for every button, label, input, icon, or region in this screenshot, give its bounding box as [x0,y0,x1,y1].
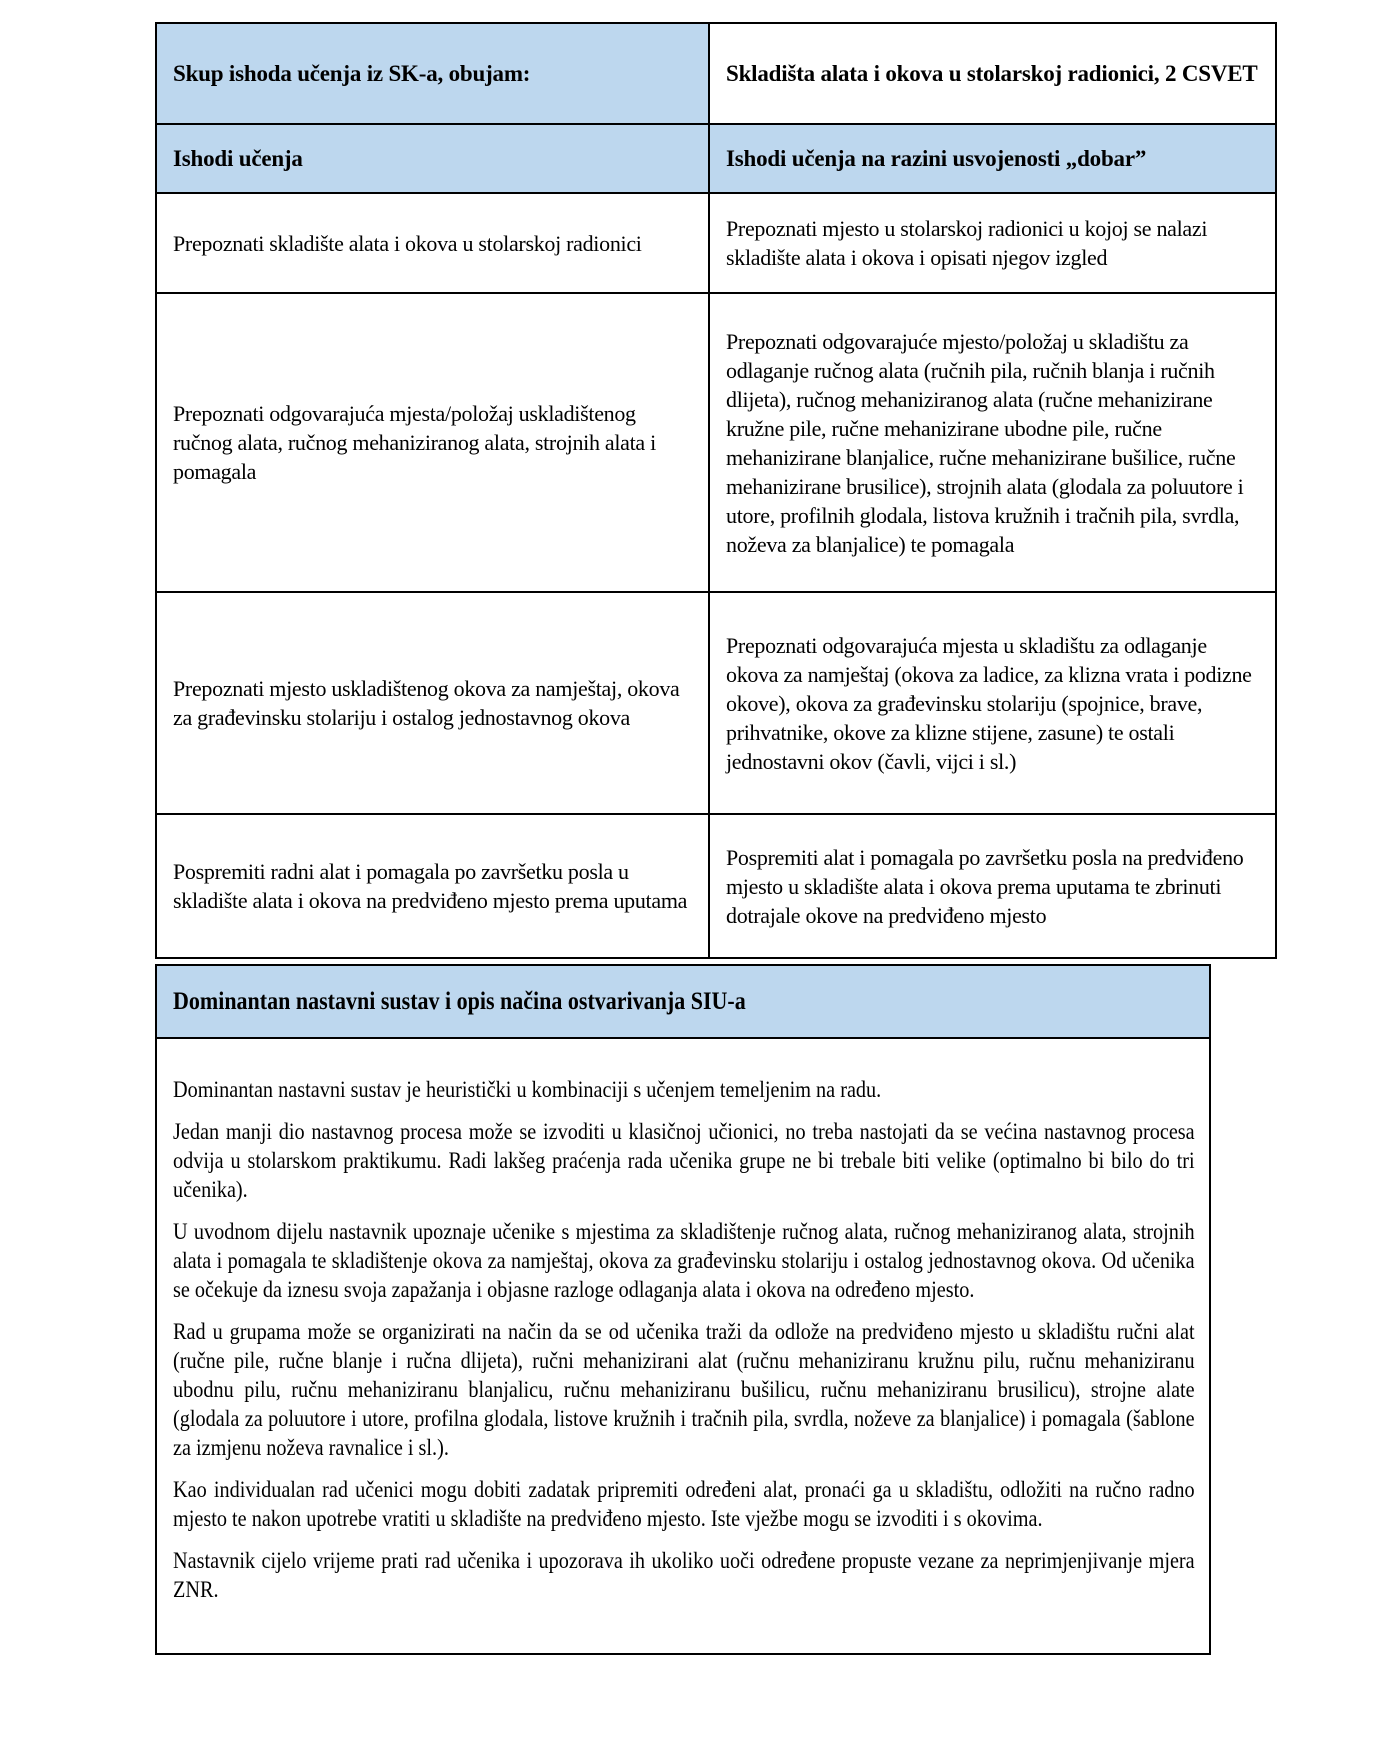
document-page [155,22,1258,1655]
outcome-cell: Prepoznati odgovarajuća mjesta/položaj uskladištenog ručnog alata, ručnog mehaniziranog alata, strojnih alata i pomagala [156,293,709,592]
method-paragraph: Kao individualan rad učenici mogu dobiti zadatak pripremiti određeni alat, pronaći ga u skladištu, odložiti na ručno radno mjesto te nakon upotrebe vratiti u skladište na predviđeno mjesto. Iste vježbe mogu se izvoditi i s okovima. [173,1477,1195,1531]
teaching-method-table [155,964,1211,1655]
table-row [156,592,1276,814]
section-body-cell [156,1038,1210,1654]
level-good-cell: Pospremiti alat i pomagala po završetku posla na predviđeno mjesto u skladište alata i okova prema uputama te zbrinuti dotrajale okove na predviđeno mjesto [709,814,1276,958]
learning-outcomes-table [155,22,1277,959]
table-row [156,193,1276,293]
column-header-row [156,124,1276,193]
method-paragraph: Jedan manji dio nastavnog procesa može se izvoditi u klasičnoj učionici, no treba nastojati da se većina nastavnog procesa odvija u stolarskom praktikumu. Radi lakšeg praćenja rada učenika grupe ne bi trebale biti velike (optimalno bi bilo do tri učenika). [173,1119,1195,1202]
method-paragraph: U uvodnom dijelu nastavnik upoznaje učenike s mjestima za skladištenje ručnog alata, ručnog mehaniziranog alata, strojnih alata i pomagala te skladištenje okova za namještaj, okova za građevinsku stolariju i ostalog jednostavnog okova. Od učenika se očekuje da iznesu svoja zapažanja i objasne razloge odlaganja alata i okova na određeno mjesto. [173,1219,1195,1302]
column-header-outcomes: Ishodi učenja [156,124,709,193]
section-body-row [156,1038,1210,1654]
method-description [173,1075,1195,1604]
outcome-cell: Prepoznati skladište alata i okova u stolarskoj radionici [156,193,709,293]
table-row [156,814,1276,958]
outcome-set-value-cell: Skladišta alata i okova u stolarskoj radionici, 2 CSVET [709,23,1276,124]
outcome-cell: Prepoznati mjesto uskladištenog okova za namještaj, okova za građevinsku stolariju i ostalog jednostavnog okova [156,592,709,814]
method-paragraph: Dominantan nastavni sustav je heuristički u kombinaciji s učenjem temeljenim na radu. [173,1077,882,1102]
method-paragraph: Rad u grupama može se organizirati na način da se od učenika traži da odlože na predviđeno mjesto u skladištu ručni alat (ručne pile, ručne blanje i ručna dlijeta), ručni mehanizirani alat (ručnu mehaniziranu kružnu pilu, ručnu mehaniziranu ubodnu pilu, ručnu mehaniziranu blanjalicu, ručnu mehaniziranu bušilicu, ručnu mehaniziranu brusilicu), strojne alate (glodala za poluutore i utore, profilna glodala, listove kružnih i tračnih pila, svrdla, noževe za blanjalice) i pomagala (šablone za izmjenu noževa ravnalice i sl.). [173,1319,1195,1460]
table-title-row [156,23,1276,124]
level-good-cell: Prepoznati mjesto u stolarskoj radionici u kojoj se nalazi skladište alata i okova i opisati njegov izgled [709,193,1276,293]
outcome-set-label-cell: Skup ishoda učenja iz SK-a, obujam: [156,23,709,124]
table-row [156,293,1276,592]
level-good-cell: Prepoznati odgovarajuće mjesto/položaj u skladištu za odlaganje ručnog alata (ručnih pila, ručnih blanja i ručnih dlijeta), ručnog mehaniziranog alata (ručne mehanizirane kružne pile, ručne mehanizirane ubodne pile, ručne mehanizirane blanjalice, ručne mehanizirane bušilice, ručne mehanizirane brusilice), strojnih alata (glodala za poluutore i utore, profilnih glodala, listova kružnih i tračnih pila, svrdla, noževa za blanjalice) te pomagala [709,293,1276,592]
section-header-cell [156,965,1210,1038]
level-good-cell: Prepoznati odgovarajuća mjesta u skladištu za odlaganje okova za namještaj (okova za ladice, za klizna vrata i podizne okove), okova za građevinsku stolariju (spojnice, brave, prihvatnike, okove za klizne stijene, zasune) te ostali jednostavni okov (čavli, vijci i sl.) [709,592,1276,814]
section-title: Dominantan nastavni sustav i opis načina ostvarivanja SIU-a [173,987,746,1015]
outcome-cell: Pospremiti radni alat i pomagala po završetku posla u skladište alata i okova na predviđeno mjesto prema uputama [156,814,709,958]
section-header-row [156,965,1210,1038]
column-header-level-good: Ishodi učenja na razini usvojenosti „dobar” [709,124,1276,193]
method-paragraph: Nastavnik cijelo vrijeme prati rad učenika i upozorava ih ukoliko uoči određene propuste vezane za neprimjenjivanje mjera ZNR. [173,1548,1195,1602]
